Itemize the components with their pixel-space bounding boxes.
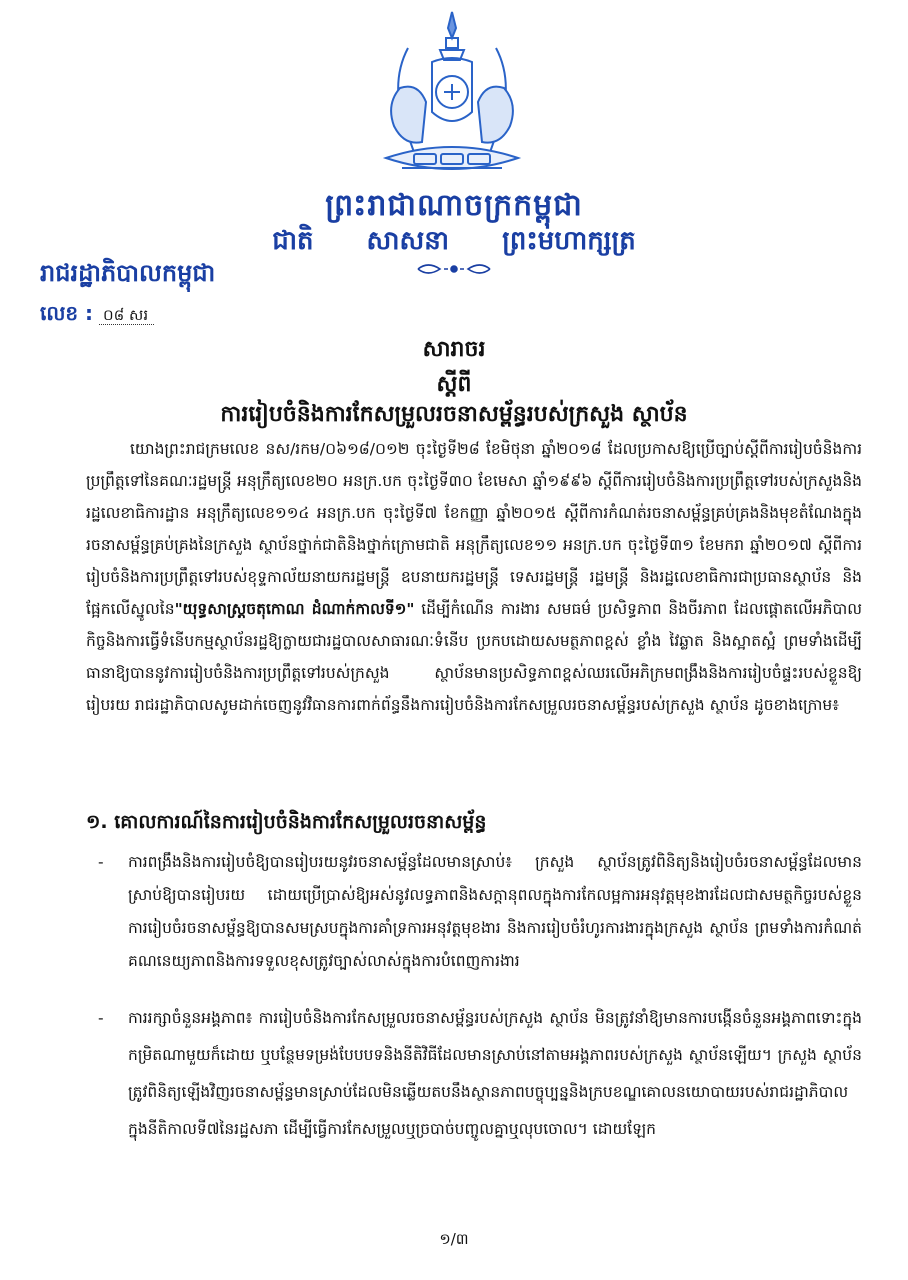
list-item	[98, 846, 862, 978]
document-subject: ការរៀបចំនិងការកែសម្រួលរចនាសម្ព័ន្ធរបស់ក្រសួង ស្ថាប័ន	[220, 402, 688, 427]
list-item	[98, 1000, 862, 1148]
page-number: ១/៣	[439, 1230, 469, 1248]
royal-emblem-icon	[372, 8, 532, 183]
bullet: -	[98, 853, 104, 871]
strategy-name: "យុទ្ធសាស្ត្រចតុកោណ ដំណាក់កាលទី១"	[174, 600, 415, 618]
ornament-divider-icon	[414, 262, 494, 276]
government-name: រាជរដ្ឋាភិបាលកម្ពុជា	[40, 259, 216, 287]
section-heading: ១. គោលការណ៍នៃការរៀបចំនិងការកែសម្រួលរចនាសម្ព័ន្ធ	[86, 811, 487, 833]
motto-king: ព្រះមហាក្សត្រ	[502, 226, 636, 256]
title-about: ស្តីពី	[436, 372, 472, 397]
document-type: សារាចរ	[422, 337, 486, 362]
intro-paragraph	[86, 433, 862, 721]
kingdom-name: ព្រះរាជាណាចក្រកម្ពុជា	[325, 188, 583, 223]
national-motto	[0, 224, 908, 262]
intro-part-1: យោងព្រះរាជក្រមលេខ នស/រកម/០៦១៨/០១២ ចុះថ្ងៃទី២៨ ខែមិថុនា ឆ្នាំ២០១៨ ដែលប្រកាសឱ្យប្រើច្បាប់ស្តីពីការរៀបចំនិងការប្រព្រឹត្តទៅនៃគណៈរដ្ឋមន្ត្រី អនុក្រឹត្យលេខ២០ អនក្រ.បក ចុះថ្ងៃទី៣០ ខែមេសា ឆ្នាំ១៩៩៦ ស្តីពីការរៀបចំនិងការប្រព្រឹត្តទៅរបស់ក្រសួងនិងរដ្ឋលេខាធិការដ្ឋាន អនុក្រឹត្យលេខ១១៤ អនក្រ.បក ចុះថ្ងៃទី៧ ខែកញ្ញា ឆ្នាំ២០១៥ ស្តីពីការកំណត់រចនាសម្ព័ន្ធគ្រប់គ្រងនិងមុខតំណែងក្នុងរចនាសម្ព័ន្ធគ្រប់គ្រងនៃក្រសួង ស្ថាប័នថ្នាក់ជាតិនិងថ្នាក់ក្រោមជាតិ អនុក្រឹត្យលេខ១១ អនក្រ.បក ចុះថ្ងៃទី៣១ ខែមករា ឆ្នាំ២០១៧ ស្តីពីការរៀបចំនិងការប្រព្រឹត្តទៅរបស់ខុទ្ទកាល័យនាយករដ្ឋមន្ត្រី ឧបនាយករដ្ឋមន្ត្រី ទេសរដ្ឋមន្ត្រី រដ្ឋមន្ត្រី និងរដ្ឋលេខាធិការជាប្រធានស្ថាប័ន និងផ្អែកលើស្នូលនៃ	[86, 440, 862, 618]
document-number	[40, 300, 154, 330]
list-item-text: ការពង្រឹងនិងការរៀបចំឱ្យបានរៀបរយនូវរចនាសម្ព័ន្ធដែលមានស្រាប់៖ ក្រសួង ស្ថាប័នត្រូវពិនិត្យនិងរៀបចំរចនាសម្ព័ន្ធដែលមានស្រាប់ឱ្យបានរៀបរយ ដោយប្រើប្រាស់ឱ្យអស់នូវលទ្ធភាពនិងសក្តានុពលក្នុងការកែលម្អការអនុវត្តមុខងារដែលជាសមត្ថកិច្ចរបស់ខ្លួន ការរៀបចំរចនាសម្ព័ន្ធឱ្យបានសមស្របក្នុងការគាំទ្រការអនុវត្តមុខងារ និងការរៀបចំរំហូរការងារក្នុងក្រសួង ស្ថាប័ន ព្រមទាំងការកំណត់គណនេយ្យភាពនិងការទទួលខុសត្រូវច្បាស់លាស់ក្នុងការបំពេញការងារ	[128, 853, 862, 970]
bullet: -	[98, 1009, 104, 1027]
list-item-text: ការរក្សាចំនួនអង្គភាព៖ ការរៀបចំនិងការកែសម្រួលរចនាសម្ព័ន្ធរបស់ក្រសួង ស្ថាប័ន មិនត្រូវនាំឱ្យមានការបង្កើនចំនួនអង្គភាពទោះក្នុងកម្រិតណាមួយក៏ដោយ ឬបន្ថែមទម្រង់បែបបទនិងនីតិវិធីដែលមានស្រាប់នៅតាមអង្គភាពរបស់ក្រសួង ស្ថាប័នឡើយ។ ក្រសួង ស្ថាប័ន ត្រូវពិនិត្យឡើងវិញរចនាសម្ព័ន្ធមានស្រាប់ដែលមិនឆ្លើយតបនឹងស្ថានភាពបច្ចុប្បន្ននិងក្របខណ្ឌគោលនយោបាយរបស់រាជរដ្ឋាភិបាលក្នុងនីតិកាលទី៧នៃរដ្ឋសភា ដើម្បីធ្វើការកែសម្រួលឬច្របាច់បញ្ចូលគ្នាឬលុបចោល។ ដោយឡែក	[128, 1009, 862, 1138]
intro-part-2: ដើម្បីកំណើន ការងារ សមធម៌ ប្រសិទ្ធភាព និងចីរភាព ដែលផ្តោតលើអភិបាលកិច្ចនិងការធ្វើទំនើបកម្មស្ថាប័នរដ្ឋឱ្យក្លាយជារដ្ឋបាលសាធារណៈទំនើប ប្រកបដោយសមត្ថភាពខ្ពស់ ខ្លាំង វៃឆ្លាត និងស្អាតស្អំ ព្រមទាំងដើម្បីធានាឱ្យបាននូវការរៀបចំនិងការប្រព្រឹត្តទៅរបស់ក្រសួង ស្ថាប័នមានប្រសិទ្ធភាពខ្ពស់ឈរលើអភិក្រមពង្រឹងនិងការរៀបចំផ្ទះរបស់ខ្លួនឱ្យរៀបរយ រាជរដ្ឋាភិបាលសូមដាក់ចេញនូវវិធានការពាក់ព័ន្ធនឹងការរៀបចំនិងការកែសម្រួលរចនាសម្ព័ន្ធរបស់ក្រសួង ស្ថាប័ន ដូចខាងក្រោម៖	[86, 600, 863, 714]
motto-nation: ជាតិ	[272, 226, 314, 256]
number-value: ០៨ សរ	[99, 306, 154, 325]
number-label: លេខ :	[40, 301, 94, 325]
motto-religion: សាសនា	[366, 226, 450, 256]
